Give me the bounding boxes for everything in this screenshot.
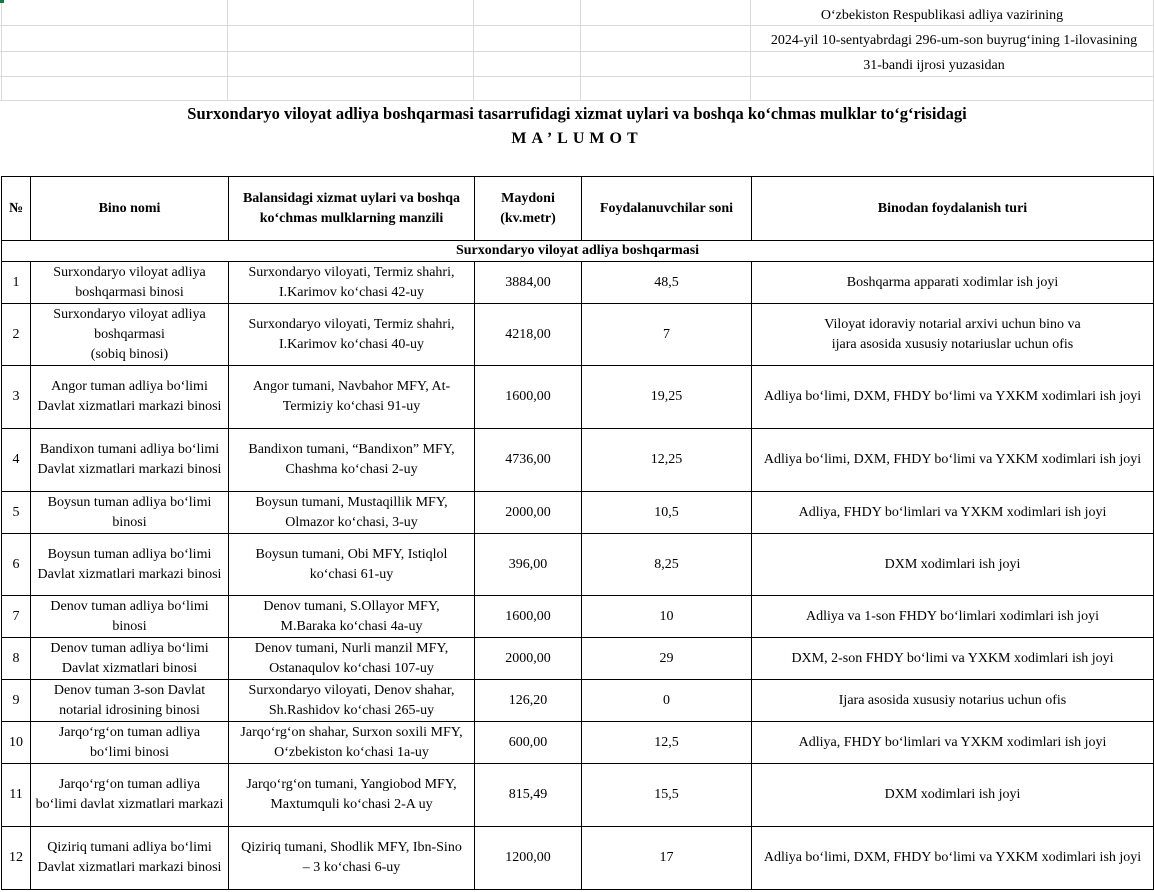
column-header-users: Foydalanuvchilar soni	[582, 177, 752, 241]
column-header-address: Balansidagi xizmat uylari va boshqa ko‘chmas mulklarning manzili	[229, 177, 475, 241]
cell-area: 1600,00	[475, 596, 582, 638]
table-row	[2, 262, 1154, 304]
cell-address: Denov tumani, S.Ollayor MFY, M.Baraka ko‘chasi 4a-uy	[229, 596, 475, 638]
table-row	[2, 596, 1154, 638]
table-row	[2, 764, 1154, 827]
cell-usage: DXM, 2-son FHDY bo‘limi va YXKM xodimlari ish joyi	[752, 638, 1154, 680]
table-row	[2, 304, 1154, 366]
cell-usage: Viloyat idoraviy notarial arxivi uchun bino va ijara asosida xususiy notariuslar uchun ofis	[752, 304, 1154, 366]
cell-area: 396,00	[475, 534, 582, 596]
cell-usage: DXM xodimlari ish joyi	[752, 764, 1154, 827]
cell-address: Bandixon tumani, “Bandixon” MFY, Chashma ko‘chasi 2-uy	[229, 429, 475, 492]
cell-usage: Adliya bo‘limi, DXM, FHDY bo‘limi va YXKM xodimlari ish joyi	[752, 827, 1154, 890]
cell-name: Denov tuman 3-son Davlat notarial idrosining binosi	[31, 680, 229, 722]
section-title: Surxondaryo viloyat adliya boshqarmasi	[2, 241, 1154, 262]
cell-name: Boysun tuman adliya bo‘limi Davlat xizmatlari markazi binosi	[31, 534, 229, 596]
cell-address: Denov tumani, Nurli manzil MFY, Ostanaqulov ko‘chasi 107-uy	[229, 638, 475, 680]
cell-area: 1600,00	[475, 366, 582, 429]
cell-users: 0	[582, 680, 752, 722]
cell-usage: Boshqarma apparati xodimlar ish joyi	[752, 262, 1154, 304]
cell-usage: Adliya va 1-son FHDY bo‘limlari xodimlari ish joyi	[752, 596, 1154, 638]
cell-num: 9	[2, 680, 31, 722]
cell-address: Boysun tumani, Obi MFY, Istiqlol ko‘chasi 61-uy	[229, 534, 475, 596]
cell-usage: Adliya bo‘limi, DXM, FHDY bo‘limi va YXKM xodimlari ish joyi	[752, 429, 1154, 492]
table-row	[2, 534, 1154, 596]
cell-area: 2000,00	[475, 492, 582, 534]
cell-name: Denov tuman adliya bo‘limi Davlat xizmatlari binosi	[31, 638, 229, 680]
header-line-3: 31-bandi ijrosi yuzasidan	[863, 58, 1005, 73]
cell-name: Surxondaryo viloyat adliya boshqarmasi (sobiq binosi)	[31, 304, 229, 366]
cell-num: 6	[2, 534, 31, 596]
table-row	[2, 492, 1154, 534]
cell-area: 3884,00	[475, 262, 582, 304]
cell-address: Surxondaryo viloyati, Termiz shahri, I.Karimov ko‘chasi 42-uy	[229, 262, 475, 304]
cell-name: Qiziriq tumani adliya bo‘limi Davlat xizmatlari markazi binosi	[31, 827, 229, 890]
cell-users: 8,25	[582, 534, 752, 596]
table-row	[2, 722, 1154, 764]
cell-area: 600,00	[475, 722, 582, 764]
document-subtitle: MA’LUMOT	[511, 130, 643, 147]
sheet-gridlines	[0, 0, 1154, 176]
cell-area: 4218,00	[475, 304, 582, 366]
cell-usage: Adliya bo‘limi, DXM, FHDY bo‘limi va YXKM xodimlari ish joyi	[752, 366, 1154, 429]
cell-name: Denov tuman adliya bo‘limi binosi	[31, 596, 229, 638]
cell-area: 815,49	[475, 764, 582, 827]
table-row	[2, 429, 1154, 492]
cell-usage: Adliya, FHDY bo‘limlari va YXKM xodimlari ish joyi	[752, 492, 1154, 534]
cell-users: 29	[582, 638, 752, 680]
cell-users: 15,5	[582, 764, 752, 827]
cell-users: 17	[582, 827, 752, 890]
column-header-usage: Binodan foydalanish turi	[752, 177, 1154, 241]
cell-address: Jarqo‘rg‘on tumani, Yangiobod MFY, Maxtumquli ko‘chasi 2-A uy	[229, 764, 475, 827]
section-row	[2, 241, 1154, 262]
cell-area: 2000,00	[475, 638, 582, 680]
cell-users: 7	[582, 304, 752, 366]
cell-users: 12,25	[582, 429, 752, 492]
cell-address: Jarqo‘rg‘on shahar, Surxon soxili MFY, O‘zbekiston ko‘chasi 1a-uy	[229, 722, 475, 764]
cell-area: 126,20	[475, 680, 582, 722]
cell-num: 11	[2, 764, 31, 827]
cell-num: 8	[2, 638, 31, 680]
cell-name: Boysun tuman adliya bo‘limi binosi	[31, 492, 229, 534]
property-table	[1, 176, 1154, 890]
header-line-1: O‘zbekiston Respublikasi adliya vazirining	[820, 8, 1064, 23]
cell-name: Jarqo‘rg‘on tuman adliya bo‘limi davlat xizmatlari markazi	[31, 764, 229, 827]
cell-address: Surxondaryo viloyati, Denov shahar, Sh.Rashidov ko‘chasi 265-uy	[229, 680, 475, 722]
cell-name: Bandixon tumani adliya bo‘limi Davlat xizmatlari markazi binosi	[31, 429, 229, 492]
table-row	[2, 680, 1154, 722]
cell-users: 10	[582, 596, 752, 638]
cell-address: Qiziriq tumani, Shodlik MFY, Ibn-Sino – 3 ko‘chasi 6-uy	[229, 827, 475, 890]
document-title: Surxondaryo viloyat adliya boshqarmasi tasarrufidagi xizmat uylari va boshqa ko‘chmas mulklar to‘g‘risidagi	[187, 104, 967, 123]
cell-num: 10	[2, 722, 31, 764]
cell-address: Angor tumani, Navbahor MFY, At- Termiziy ko‘chasi 91-uy	[229, 366, 475, 429]
table-row	[2, 638, 1154, 680]
cell-users: 12,5	[582, 722, 752, 764]
cell-num: 3	[2, 366, 31, 429]
cell-num: 4	[2, 429, 31, 492]
cell-users: 10,5	[582, 492, 752, 534]
table-row	[2, 827, 1154, 890]
column-header-area: Maydoni (kv.metr)	[475, 177, 582, 241]
column-header-name: Bino nomi	[31, 177, 229, 241]
table-header-row	[2, 177, 1154, 241]
column-header-num: №	[2, 177, 31, 241]
cell-users: 19,25	[582, 366, 752, 429]
cell-address: Boysun tumani, Mustaqillik MFY, Olmazor ko‘chasi, 3-uy	[229, 492, 475, 534]
cell-name: Surxondaryo viloyat adliya boshqarmasi binosi	[31, 262, 229, 304]
cell-num: 5	[2, 492, 31, 534]
header-line-2: 2024-yil 10-sentyabrdagi 296-um-son buyrug‘ining 1-ilovasining	[770, 33, 1138, 48]
cell-area: 4736,00	[475, 429, 582, 492]
cell-num: 1	[2, 262, 31, 304]
cell-num: 2	[2, 304, 31, 366]
cell-name: Jarqo‘rg‘on tuman adliya bo‘limi binosi	[31, 722, 229, 764]
cell-num: 7	[2, 596, 31, 638]
cell-usage: DXM xodimlari ish joyi	[752, 534, 1154, 596]
cell-name: Angor tuman adliya bo‘limi Davlat xizmatlari markazi binosi	[31, 366, 229, 429]
table-row	[2, 366, 1154, 429]
cell-num: 12	[2, 827, 31, 890]
cell-users: 48,5	[582, 262, 752, 304]
cell-selection-marker	[0, 0, 4, 3]
cell-usage: Adliya, FHDY bo‘limlari va YXKM xodimlari ish joyi	[752, 722, 1154, 764]
cell-area: 1200,00	[475, 827, 582, 890]
cell-address: Surxondaryo viloyati, Termiz shahri, I.Karimov ko‘chasi 40-uy	[229, 304, 475, 366]
cell-usage: Ijara asosida xususiy notarius uchun ofis	[752, 680, 1154, 722]
